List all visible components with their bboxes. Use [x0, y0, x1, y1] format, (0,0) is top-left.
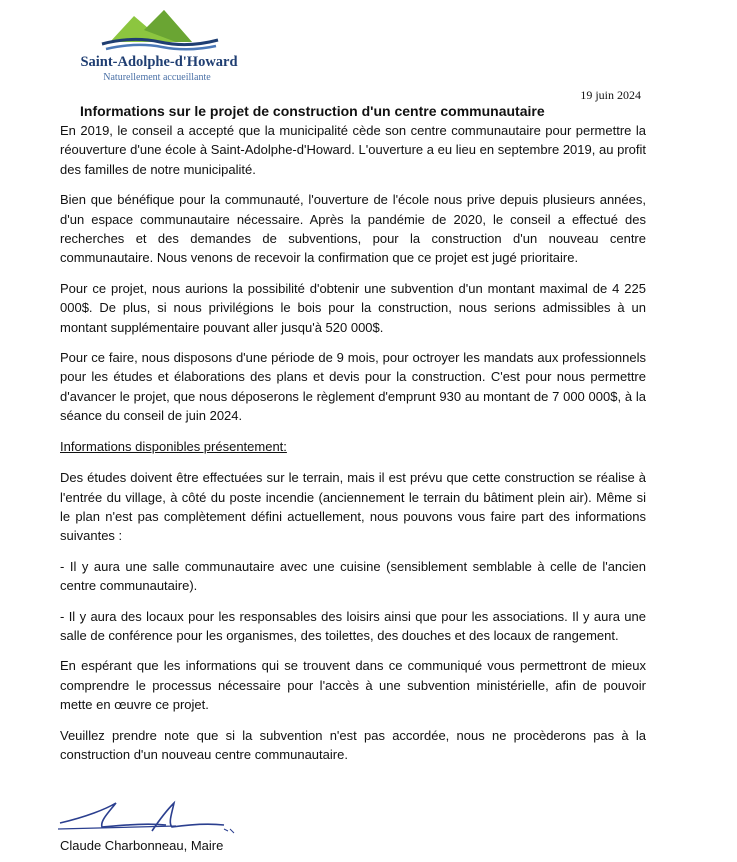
municipality-name: Saint-Adolphe-d'Howard — [80, 54, 238, 70]
paragraph-note: Veuillez prendre note que si la subvention n'est pas accordée, nous ne procèderons pas à la construction d'un nouveau centre communautaire. — [60, 727, 646, 762]
section-heading: Informations disponibles présentement: — [60, 438, 287, 454]
mountain-logo-icon — [92, 6, 227, 56]
handwritten-signature — [56, 795, 256, 839]
document-title: Informations sur le projet de construction d'un centre communautaire — [80, 103, 545, 119]
municipality-tagline: Naturellement accueillante — [103, 72, 211, 83]
municipality-logo — [62, 6, 262, 86]
paragraph-closing: En espérant que les informations qui se trouvent dans ce communiqué vous permettront de mieux comprendre le processus nécessaire pour l'accès à une subvention ministérielle, afin de pouvoir mette en œuvre ce projet. — [60, 658, 646, 713]
paragraph-location: Des études doivent être effectuées sur le terrain, mais il est prévu que cette construction se réalise à l'entrée du village, à côté du poste incendie (anciennement le terrain du bâtiment plein air). Même si le plan n'est pas complètement défini actuellement, nous pouvons vous faire part des informations suivantes : — [60, 470, 646, 544]
paragraph-need: Bien que bénéfique pour la communauté, l'ouverture de l'école nous prive depuis plusieurs années, d'un espace communautaire nécessaire. Après la pandémie de 2020, le conseil a effectué des recherches et des demandes de subventions, pour la construction d'un nouveau centre communautaire. Nous venons de recevoir la confirmation que ce projet est jugé prioritaire. — [60, 192, 646, 266]
paragraph-subsidy: Pour ce projet, nous aurions la possibilité d'obtenir une subvention d'un montant maximal de 4 225 000$. De plus, si nous privilégions le bois pour la construction, nous serions admissibles à un montant supplémentaire pouvant aller jusqu'à 520 000$. — [60, 280, 646, 335]
paragraph-history: En 2019, le conseil a accepté que la municipalité cède son centre communautaire pour permettre la réouverture d'une école à Saint-Adolphe-d'Howard. L'ouverture a eu lieu en septembre 2019, au profit des familles de notre municipalité. — [60, 123, 646, 177]
list-item-community-hall: - Il y aura une salle communautaire avec une cuisine (sensiblement semblable à celle de l'ancien centre communautaire). — [60, 558, 646, 594]
document-date: 19 juin 2024 — [580, 88, 641, 102]
document-body — [60, 121, 646, 775]
list-item-offices: - Il y aura des locaux pour les responsables des loisirs ainsi que pour les associations. Il y aura une salle de conférence pour les organismes, des toilettes, des douches et des locaux de rangement. — [60, 608, 646, 643]
paragraph-timeline: Pour ce faire, nous disposons d'une période de 9 mois, pour octroyer les mandats aux professionnels pour les études et élaborations des plans et devis pour la construction. C'est pour nous permettre d'avancer le projet, que nous déposerons le règlement d'emprunt 930 au montant de 7 000 000$, à la séance du conseil de juin 2024. — [60, 350, 646, 424]
signer-name: Claude Charbonneau, Maire — [60, 838, 224, 853]
